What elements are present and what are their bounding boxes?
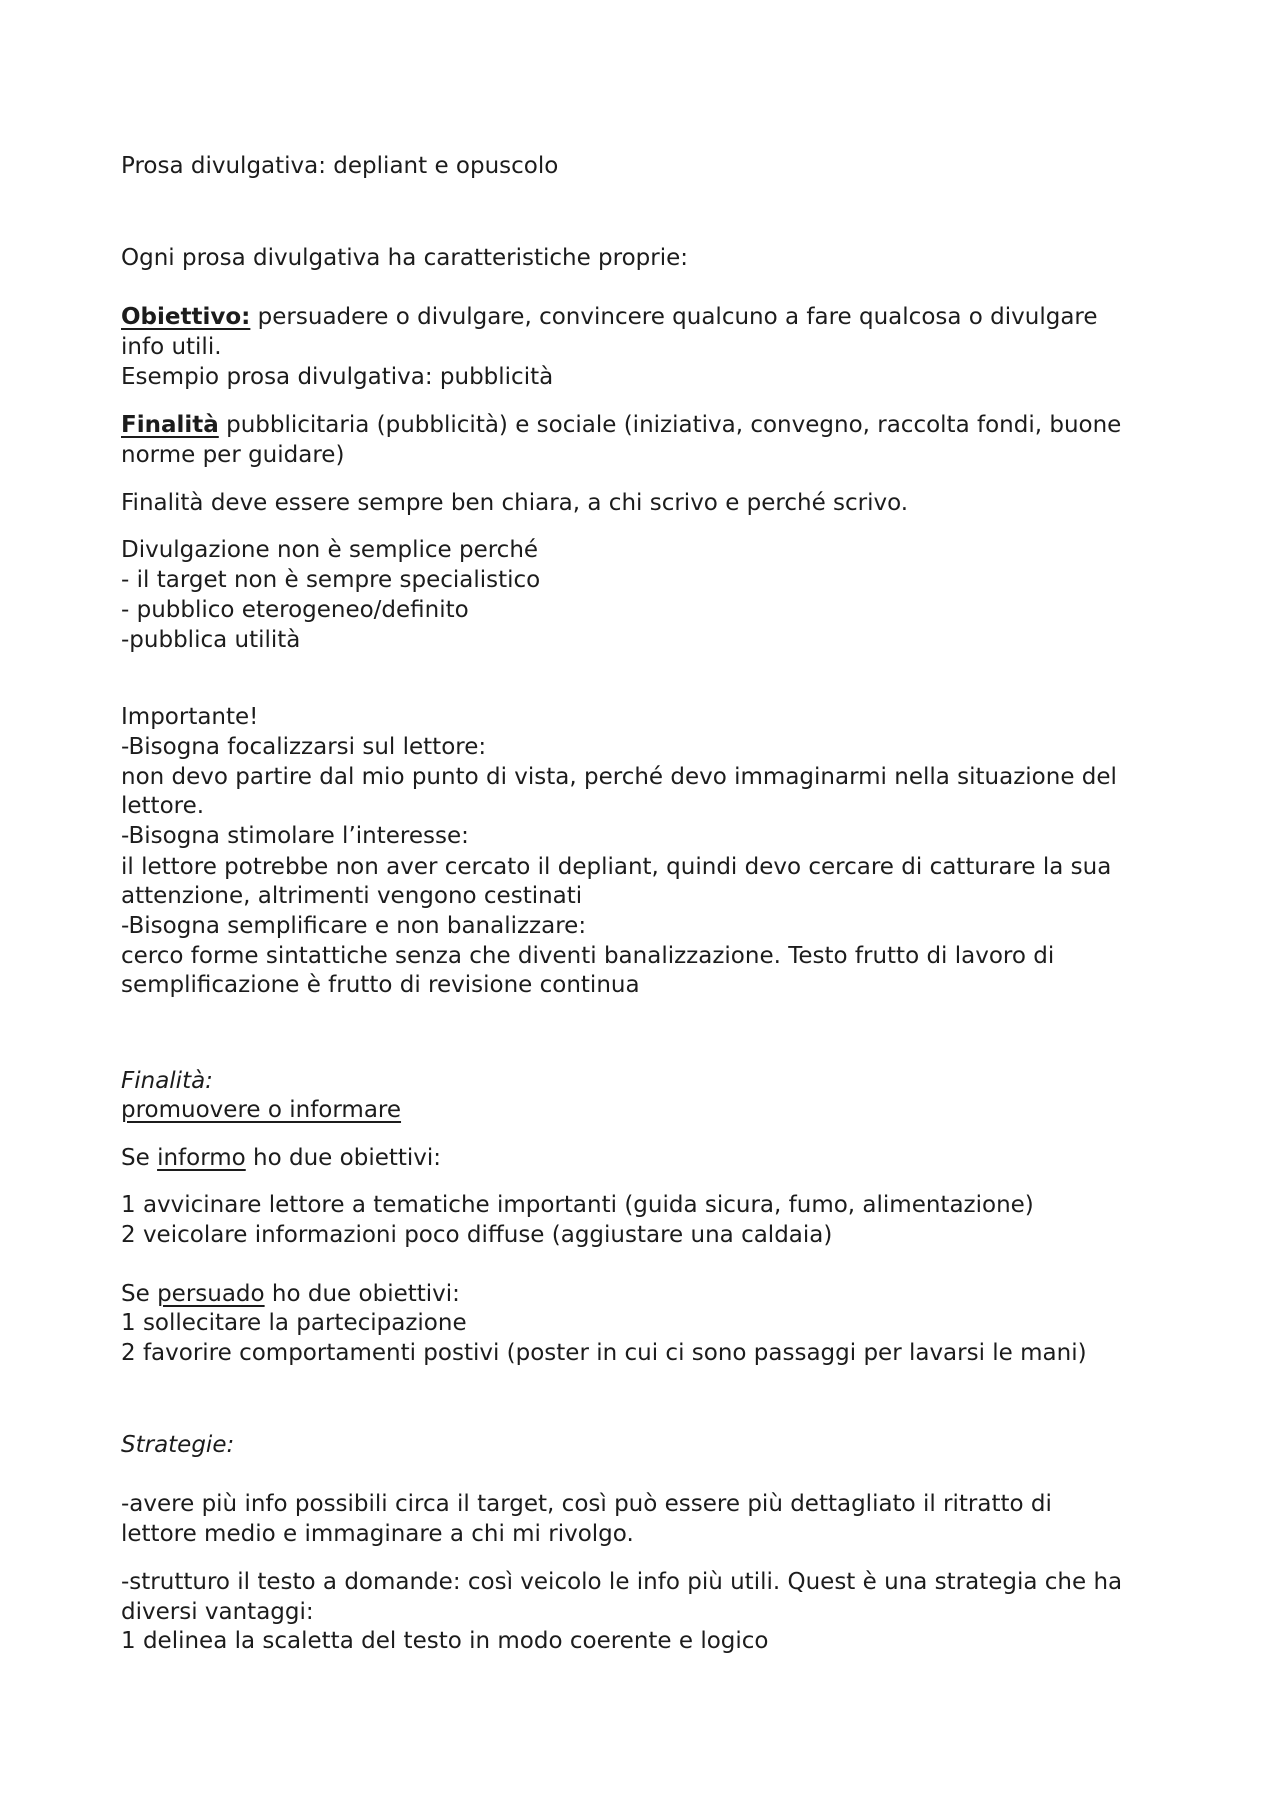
obiettivo-example: Esempio prosa divulgativa: pubblicità <box>121 364 554 390</box>
persuado-item: 2 favorire comportamenti postivi (poster in cui ci sono passaggi per lavarsi le mani) <box>121 1340 1087 1366</box>
obiettivo-text: persuadere o divulgare, convincere qualcuno a fare qualcosa o divulgare <box>250 304 1098 330</box>
finalita-note: Finalità deve essere sempre ben chiara, a chi scrivo e perché scrivo. <box>121 490 909 516</box>
obiettivo-line <box>121 302 1098 332</box>
strategie-line: -avere più info possibili circa il target, così può essere più dettagliato il ritratto di <box>121 1491 1052 1517</box>
finalita-label: Finalità <box>121 412 219 438</box>
divulgazione-heading: Divulgazione non è semplice perché <box>121 537 539 563</box>
finalita2-subheading <box>121 1095 401 1125</box>
importante-line: semplificazione è frutto di revisione continua <box>121 972 640 998</box>
informo-line <box>121 1143 441 1173</box>
divulgazione-item: -pubblica utilità <box>121 627 301 653</box>
finalita2-subheading-text: promuovere o informare <box>121 1097 402 1123</box>
importante-line: lettore. <box>121 793 205 819</box>
strategie-line: diversi vantaggi: <box>121 1599 314 1625</box>
obiettivo-label: Obiettivo: <box>121 304 251 330</box>
informo-item: 2 veicolare informazioni poco diffuse (aggiustare una caldaia) <box>121 1222 833 1248</box>
divulgazione-item: - pubblico eterogeneo/definito <box>121 597 469 623</box>
document-title: Prosa divulgativa: depliant e opuscolo <box>121 153 559 179</box>
persuado-line <box>121 1279 460 1309</box>
obiettivo-text-continued: info utili. <box>121 334 222 360</box>
divulgazione-item: - il target non è sempre specialistico <box>121 567 541 593</box>
persuado-suffix: ho due obiettivi: <box>264 1281 460 1307</box>
importante-line: -Bisogna stimolare l’interesse: <box>121 823 469 849</box>
strategie-line: -strutturo il testo a domande: così veicolo le info più utili. Quest è una strategia che ha <box>121 1569 1123 1595</box>
persuado-prefix: Se <box>121 1281 158 1307</box>
finalita-text-continued: norme per guidare) <box>121 442 345 468</box>
finalita-text: pubblicitaria (pubblicità) e sociale (iniziativa, convegno, raccolta fondi, buone <box>218 412 1122 438</box>
importante-line: non devo partire dal mio punto di vista, perché devo immaginarmi nella situazione del <box>121 764 1117 790</box>
finalita2-heading: Finalità: <box>121 1068 213 1094</box>
importante-line: attenzione, altrimenti vengono cestinati <box>121 883 583 909</box>
informo-item: 1 avvicinare lettore a tematiche importanti (guida sicura, fumo, alimentazione) <box>121 1192 1034 1218</box>
strategie-heading: Strategie: <box>121 1432 235 1458</box>
importante-line: -Bisogna focalizzarsi sul lettore: <box>121 734 487 760</box>
importante-heading: Importante! <box>121 704 259 730</box>
importante-line: -Bisogna semplificare e non banalizzare: <box>121 913 587 939</box>
finalita-line <box>121 410 1121 440</box>
informo-prefix: Se <box>121 1145 158 1171</box>
importante-line: il lettore potrebbe non aver cercato il depliant, quindi devo cercare di catturare la sua <box>121 854 1112 880</box>
persuado-item: 1 sollecitare la partecipazione <box>121 1310 467 1336</box>
strategie-line: 1 delinea la scaletta del testo in modo coerente e logico <box>121 1628 769 1654</box>
strategie-line: lettore medio e immaginare a chi mi rivolgo. <box>121 1521 634 1547</box>
informo-suffix: ho due obiettivi: <box>245 1145 442 1171</box>
persuado-keyword: persuado <box>157 1281 265 1307</box>
informo-keyword: informo <box>157 1145 246 1171</box>
importante-line: cerco forme sintattiche senza che diventi banalizzazione. Testo frutto di lavoro di <box>121 943 1055 969</box>
intro-line: Ogni prosa divulgativa ha caratteristiche proprie: <box>121 245 689 271</box>
